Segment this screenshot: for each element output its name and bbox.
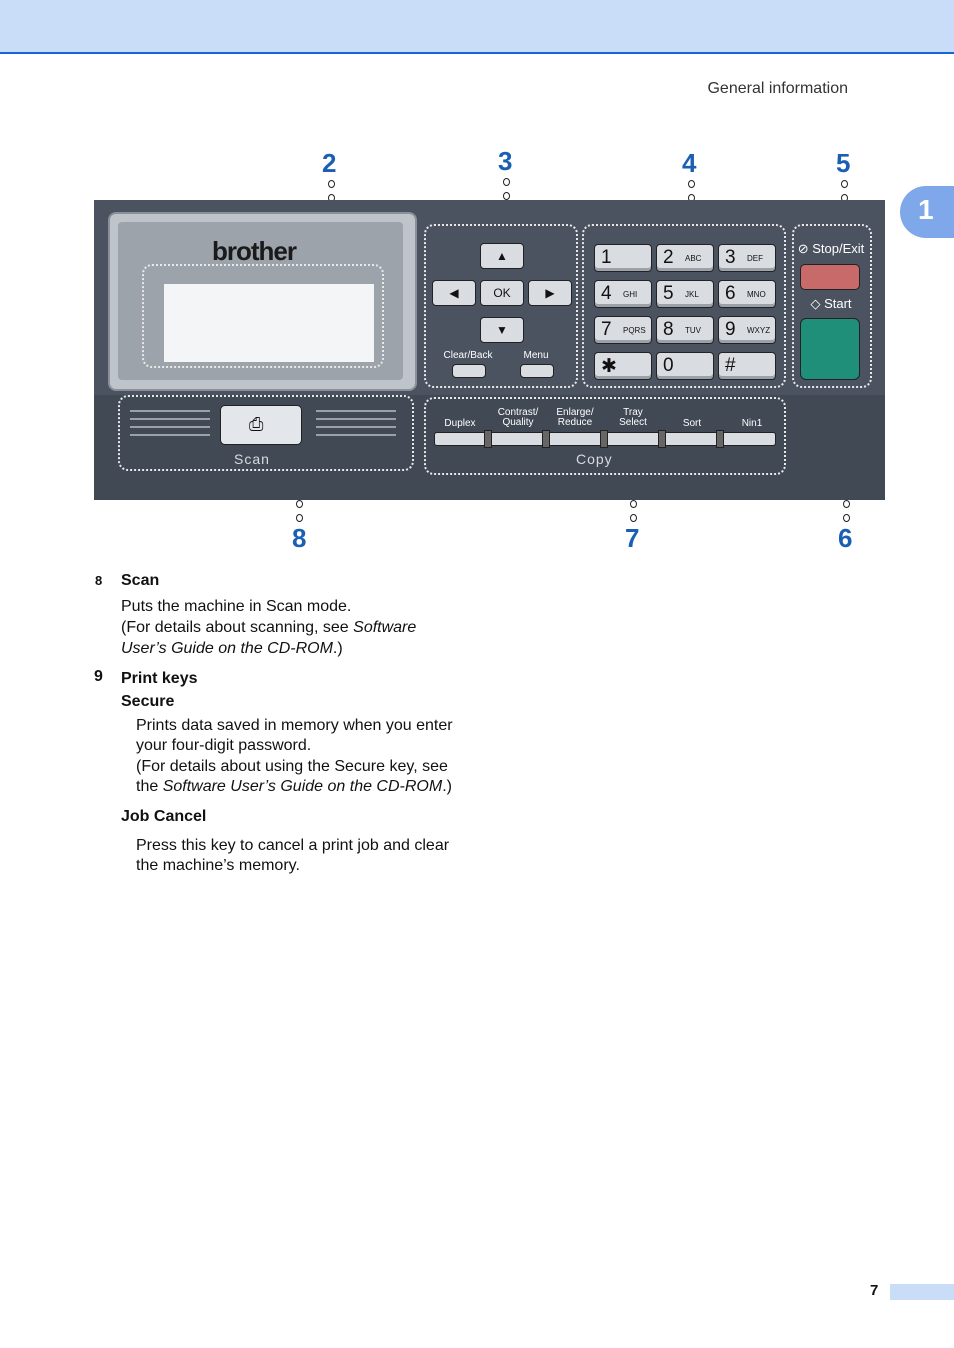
grille-line: [130, 410, 210, 412]
copy-key-label-enlarge: Enlarge/ Reduce: [556, 407, 594, 428]
stop-icon: ⊘: [797, 241, 809, 256]
leader-dot: [688, 180, 695, 188]
grille-line: [130, 418, 210, 420]
grille-line: [316, 418, 396, 420]
callout-7: 7: [625, 523, 640, 553]
job-cancel-text-line1: Press this key to cancel a print job and clear: [136, 837, 450, 854]
running-header: General information: [707, 80, 848, 97]
callout-5: 5: [836, 148, 851, 178]
leader-dot: [843, 500, 850, 508]
page-number: 7: [870, 1282, 879, 1299]
leader-dot: [630, 514, 637, 522]
copy-key-divider: [542, 430, 550, 448]
down-arrow-key[interactable]: [480, 317, 524, 343]
control-panel: [94, 200, 885, 500]
subtitle-job-cancel: Job Cancel: [121, 808, 207, 825]
leader-dot: [328, 180, 335, 188]
page-number-bar: [890, 1284, 954, 1300]
leader-dot: [296, 500, 303, 508]
dial-key-1[interactable]: 1: [594, 244, 652, 272]
leader-dot: [630, 500, 637, 508]
brand-logo: brother: [212, 236, 296, 266]
menu-key[interactable]: [520, 364, 554, 378]
scan-key[interactable]: [220, 405, 302, 445]
callout-4: 4: [682, 148, 697, 178]
copy-key-label-nin1: Nin1: [741, 418, 763, 429]
dial-key-2[interactable]: 2 ABC: [656, 244, 714, 272]
up-arrow-icon: ▲: [496, 249, 508, 263]
copy-panel-label: Copy: [576, 451, 613, 467]
clear-back-key[interactable]: [452, 364, 486, 378]
grille-line: [130, 426, 210, 428]
dial-key-hash[interactable]: #: [718, 352, 776, 380]
grille-line: [316, 426, 396, 428]
dial-key-8[interactable]: 8 TUV: [656, 316, 714, 344]
start-icon: ◇: [810, 296, 821, 311]
secure-text-line2: your four-digit password.: [136, 737, 312, 754]
menu-label: Menu: [523, 350, 549, 361]
leader-dot: [296, 514, 303, 522]
stop-exit-label: ⊘ Stop/Exit: [797, 241, 865, 256]
item-title-scan: Scan: [121, 572, 160, 589]
copy-key-divider: [658, 430, 666, 448]
secure-text-line3: (For details about using the Secure key, see: [136, 758, 448, 775]
secure-text-line1: Prints data saved in memory when you enter: [136, 717, 453, 734]
copy-key-label-contrast: Contrast/ Quality: [497, 407, 539, 428]
copy-key-divider: [600, 430, 608, 448]
top-band: [0, 0, 954, 54]
scan-text-line3: User’s Guide on the CD-ROM.): [121, 640, 343, 657]
copy-key-divider: [484, 430, 492, 448]
dial-key-star[interactable]: ✱: [594, 352, 652, 380]
dial-key-7[interactable]: 7 PQRS: [594, 316, 652, 344]
leader-dot: [503, 192, 510, 200]
dial-key-3[interactable]: 3 DEF: [718, 244, 776, 272]
dial-key-5[interactable]: 5 JKL: [656, 280, 714, 308]
leader-dot: [503, 178, 510, 186]
copy-key-label-tray: Tray Select: [619, 407, 647, 428]
callout-8: 8: [292, 523, 307, 553]
dial-key-4[interactable]: 4 GHI: [594, 280, 652, 308]
left-arrow-icon: ◀: [449, 286, 459, 300]
grille-line: [316, 410, 396, 412]
subtitle-secure: Secure: [121, 693, 175, 710]
callout-ring-lcd: [142, 264, 384, 368]
copy-key-divider: [716, 430, 724, 448]
dial-key-9[interactable]: 9 WXYZ: [718, 316, 776, 344]
dial-key-6[interactable]: 6 MNO: [718, 280, 776, 308]
grille-line: [130, 434, 210, 436]
scan-text-line2: (For details about scanning, see Software: [121, 619, 417, 636]
grille-line: [316, 434, 396, 436]
chapter-number: 1: [918, 194, 934, 225]
item-number-9: 9: [94, 668, 103, 685]
start-key[interactable]: [800, 318, 860, 380]
ok-key[interactable]: OK: [480, 280, 524, 306]
clear-back-label: Clear/Back: [443, 350, 493, 361]
leader-dot: [843, 514, 850, 522]
scan-text-line1: Puts the machine in Scan mode.: [121, 598, 352, 615]
down-arrow-icon: ▼: [496, 323, 508, 337]
right-arrow-icon: ▶: [545, 286, 555, 300]
item-title-print-keys: Print keys: [121, 670, 198, 687]
start-label: ◇ Start: [810, 296, 852, 311]
callout-2: 2: [322, 148, 337, 178]
up-arrow-key[interactable]: [480, 243, 524, 269]
dial-key-0[interactable]: 0: [656, 352, 714, 380]
callout-6: 6: [838, 523, 853, 553]
copy-key-label-sort: Sort: [682, 418, 702, 429]
chapter-tab: [900, 186, 954, 238]
stop-exit-key[interactable]: [800, 264, 860, 290]
scanner-icon: ⎙: [249, 414, 264, 434]
item-number-8: 8: [95, 573, 103, 588]
secure-text-line4: the Software User’s Guide on the CD-ROM.): [136, 778, 452, 795]
left-arrow-key[interactable]: [432, 280, 476, 306]
leader-dot: [841, 180, 848, 188]
right-arrow-key[interactable]: [528, 280, 572, 306]
copy-key-label-duplex: Duplex: [444, 418, 476, 429]
scan-panel-label: Scan: [234, 451, 270, 467]
callout-3: 3: [498, 146, 513, 176]
job-cancel-text-line2: the machine’s memory.: [136, 857, 300, 874]
